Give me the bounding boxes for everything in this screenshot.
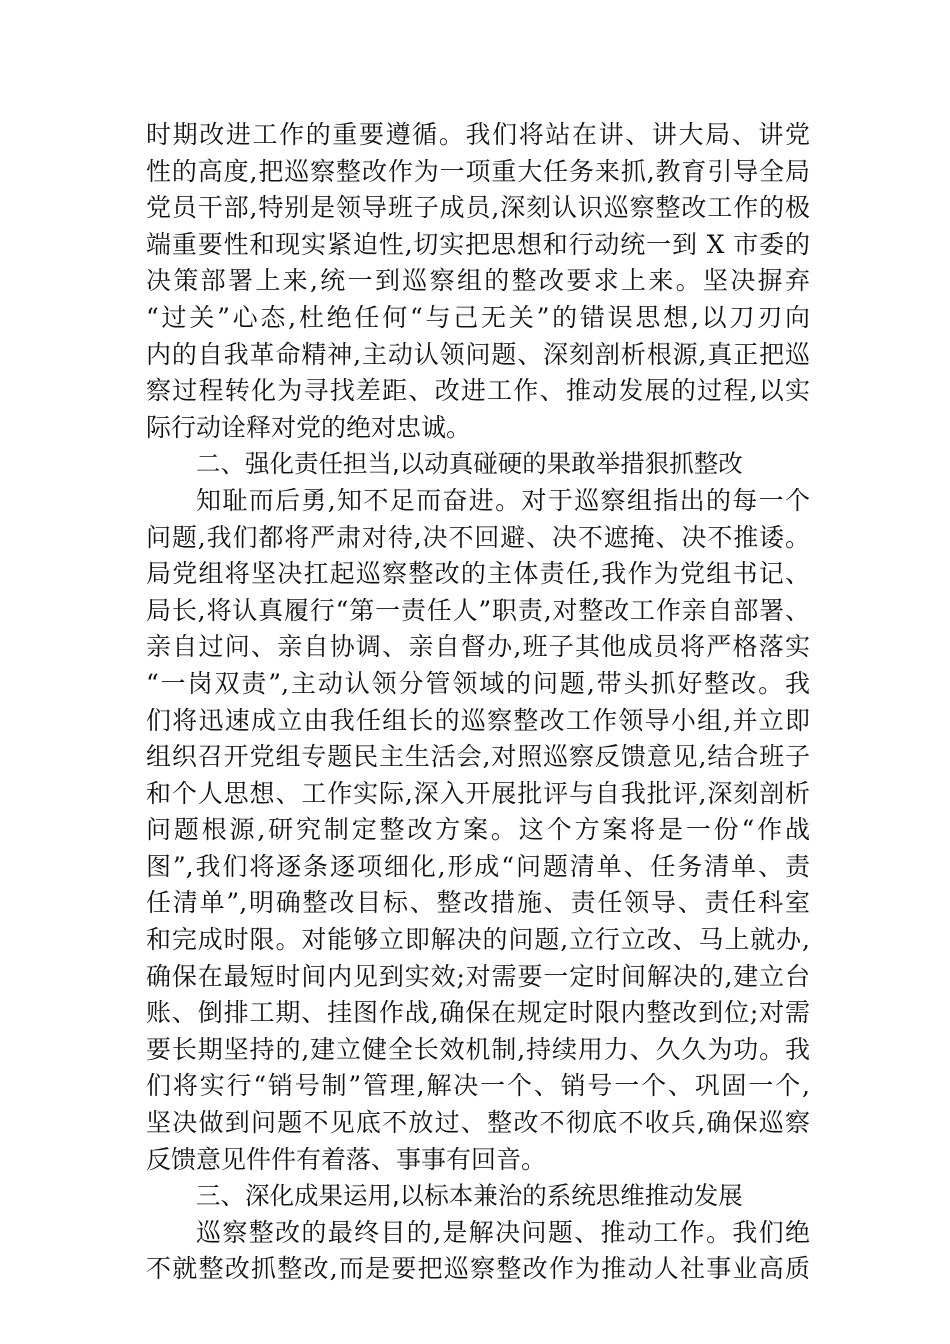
text-line: 账、倒排工期、挂图作战,确保在规定时限内整改到位;对需 bbox=[146, 998, 810, 1028]
text-line: 际行动诠释对党的绝对忠诚。 bbox=[146, 412, 472, 442]
text-line: 确保在最短时间内见到实效;对需要一定时间解决的,建立台 bbox=[146, 961, 810, 991]
text-line: 不就整改抓整改,而是要把巡察整改作为推动人社事业高质 bbox=[146, 1254, 810, 1284]
text-line: 和完成时限。对能够立即解决的问题,立行立改、马上就办, bbox=[146, 925, 810, 955]
section-2-paragraph bbox=[146, 483, 810, 1178]
text-line: 要长期坚持的,建立健全长效机制,持续用力、久久为功。我 bbox=[146, 1034, 810, 1064]
text-line: 任清单”,明确整改目标、整改措施、责任领导、责任科室 bbox=[146, 888, 810, 918]
text-line: “过关”心态,杜绝任何“与己无关”的错误思想,以刀刃向 bbox=[146, 302, 810, 332]
text-line: 决策部署上来,统一到巡察组的整改要求上来。坚决摒弃 bbox=[146, 266, 810, 296]
text-line: 问题,我们都将严肃对待,决不回避、决不遮掩、决不推诿。 bbox=[146, 522, 810, 552]
text-line: 们将迅速成立由我任组长的巡察整改工作领导小组,并立即 bbox=[146, 705, 810, 735]
section-heading-3: 三、深化成果运用,以标本兼治的系统思维推动发展 bbox=[196, 1181, 743, 1211]
text-line: “一岗双责”,主动认领分管领域的问题,带头抓好整改。我 bbox=[146, 668, 810, 698]
section-3-paragraph bbox=[146, 1215, 810, 1288]
text-line: 问题根源,研究制定整改方案。这个方案将是一份“作战 bbox=[146, 815, 810, 845]
section-heading-2: 二、强化责任担当,以动真碰硬的果敢举措狠抓整改 bbox=[196, 449, 743, 479]
text-line: 图”,我们将逐条逐项细化,形成“问题清单、任务清单、责 bbox=[146, 851, 810, 881]
text-line: 局长,将认真履行“第一责任人”职责,对整改工作亲自部署、 bbox=[146, 595, 810, 625]
text-line: 内的自我革命精神,主动认领问题、深刻剖析根源,真正把巡 bbox=[146, 339, 810, 369]
text-line: 和个人思想、工作实际,深入开展批评与自我批评,深刻剖析 bbox=[146, 778, 810, 808]
text-line: 党员干部,特别是领导班子成员,深刻认识巡察整改工作的极 bbox=[146, 193, 810, 223]
text-line: 局党组将坚决扛起巡察整改的主体责任,我作为党组书记、 bbox=[146, 559, 810, 589]
text-line: 们将实行“销号制”管理,解决一个、销号一个、巩固一个, bbox=[146, 1071, 810, 1101]
section-1-tail bbox=[146, 117, 810, 446]
text-line: 性的高度,把巡察整改作为一项重大任务来抓,教育引导全局 bbox=[146, 156, 810, 186]
text-line: 反馈意见件件有着落、事事有回音。 bbox=[146, 1144, 547, 1174]
text-line: 坚决做到问题不见底不放过、整改不彻底不收兵,确保巡察 bbox=[146, 1108, 810, 1138]
text-line: 端重要性和现实紧迫性,切实把思想和行动统一到 X 市委的 bbox=[146, 229, 810, 259]
text-line: 巡察整改的最终目的,是解决问题、推动工作。我们绝 bbox=[196, 1217, 810, 1247]
document-page bbox=[146, 117, 810, 1288]
text-line: 亲自过问、亲自协调、亲自督办,班子其他成员将严格落实 bbox=[146, 632, 810, 662]
text-line: 知耻而后勇,知不足而奋进。对于巡察组指出的每一个 bbox=[196, 485, 810, 515]
text-line: 时期改进工作的重要遵循。我们将站在讲、讲大局、讲党 bbox=[146, 120, 810, 149]
text-line: 组织召开党组专题民主生活会,对照巡察反馈意见,结合班子 bbox=[146, 742, 810, 772]
text-line: 察过程转化为寻找差距、改进工作、推动发展的过程,以实 bbox=[146, 376, 810, 406]
